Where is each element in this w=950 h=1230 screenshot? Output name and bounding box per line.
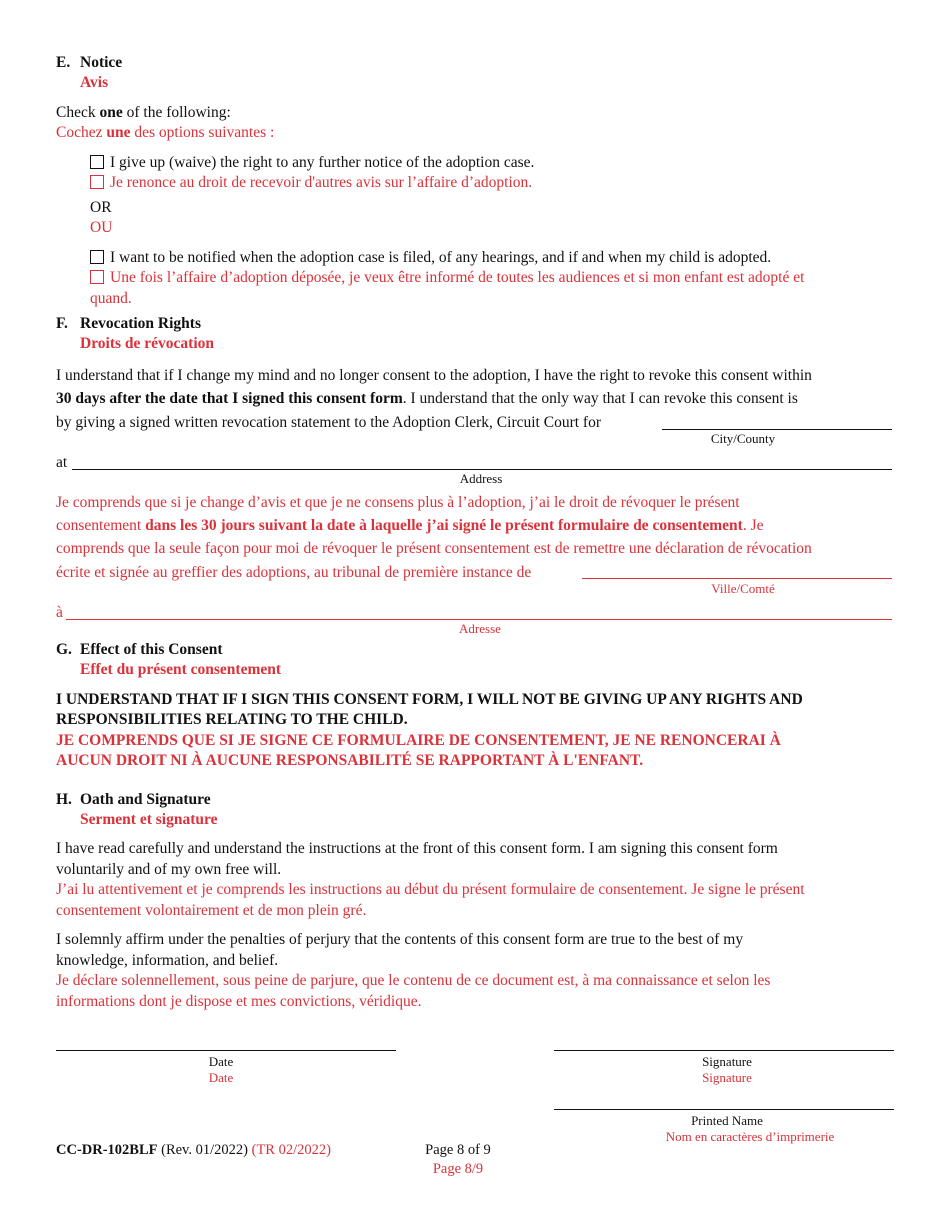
effect-statement-line1: I UNDERSTAND THAT IF I SIGN THIS CONSENT FORM, I WILL NOT BE GIVING UP ANY RIGHTS AND (56, 691, 803, 708)
notify-option-fr-line2: quand. (90, 290, 132, 307)
revocation-paragraph-fr-line2: consentement dans les 30 jours suivant la date à laquelle j’ai signé le présent formulaire de consentement. Je (56, 517, 764, 534)
section-e-instruction: Check one of the following: (56, 104, 231, 121)
form-id: CC-DR-102BLF (Rev. 01/2022) (TR 02/2022) (56, 1142, 331, 1158)
section-g-heading-fr: Effet du présent consentement (80, 661, 282, 678)
date-field[interactable] (56, 1050, 396, 1051)
or-separator-fr: OU (90, 219, 113, 236)
oath-paragraph1-line1: I have read carefully and understand the instructions at the front of this consent form. I am signing this consent form (56, 840, 778, 857)
revocation-paragraph-line2: 30 days after the date that I signed this consent form. I understand that the only way that I can revoke this consent is (56, 390, 798, 407)
or-separator: OR (90, 199, 112, 216)
revocation-paragraph-line3: by giving a signed written revocation statement to the Adoption Clerk, Circuit Court for (56, 414, 601, 431)
adresse-label: Adresse (459, 621, 501, 636)
waive-notice-checkbox[interactable] (90, 155, 104, 169)
date-label-fr: Date (208, 1070, 234, 1085)
address-label: Address (459, 471, 503, 486)
effect-statement-fr-line1: JE COMPRENDS QUE SI JE SIGNE CE FORMULAIRE DE CONSENTEMENT, JE NE RENONCERAI À (56, 732, 781, 749)
oath-paragraph2-fr-line2: informations dont je dispose et mes convictions, véridique. (56, 993, 422, 1010)
address-field[interactable] (72, 469, 892, 470)
revocation-paragraph-line1: I understand that if I change my mind and no longer consent to the adoption, I have the right to revoke this consent within (56, 367, 812, 384)
waive-notice-option: I give up (waive) the right to any further notice of the adoption case. (90, 152, 534, 173)
notify-checkbox[interactable] (90, 250, 104, 264)
section-f-heading-fr: Droits de révocation (80, 335, 215, 352)
section-f-heading: F. Revocation Rights (56, 315, 201, 332)
printed-name-field[interactable] (554, 1109, 894, 1110)
city-county-label: City/County (710, 431, 776, 446)
revocation-paragraph-fr-line3: comprends que la seule façon pour moi de révoquer le présent consentement est de remettre une déclaration de révocation (56, 540, 812, 557)
oath-paragraph1-line2: voluntarily and of my own free will. (56, 861, 282, 878)
notify-option: I want to be notified when the adoption case is filed, of any hearings, and if and when my child is adopted. (90, 247, 771, 268)
waive-notice-option-fr: Je renonce au droit de recevoir d'autres avis sur l’affaire d’adoption. (90, 172, 532, 193)
oath-paragraph2-line1: I solemnly affirm under the penalties of perjury that the contents of this consent form are true to the best of my (56, 931, 744, 948)
oath-paragraph1-fr-line1: J’ai lu attentivement et je comprends les instructions au début du présent formulaire de consentement. Je signe le présent (56, 881, 805, 898)
section-h-heading: H. Oath and Signature (56, 791, 211, 808)
section-g-heading: G. Effect of this Consent (56, 641, 223, 658)
section-e-heading-fr: Avis (80, 74, 109, 91)
a-label: à (56, 604, 63, 621)
page-number: Page 8 of 9 (425, 1142, 491, 1158)
signature-field[interactable] (554, 1050, 894, 1051)
adresse-field[interactable] (66, 619, 892, 620)
printed-name-label-fr: Nom en caractères d’imprimerie (665, 1129, 835, 1144)
page-number-fr: Page 8/9 (432, 1161, 484, 1177)
ville-comte-field[interactable] (582, 578, 892, 579)
oath-paragraph1-fr-line2: consentement volontairement et de mon plein gré. (56, 902, 367, 919)
date-label: Date (208, 1054, 234, 1069)
revocation-paragraph-fr-line1: Je comprends que si je change d’avis et que je ne consens plus à l’adoption, j’ai le droit de révoquer le présent (56, 494, 740, 511)
notify-checkbox-fr[interactable] (90, 270, 104, 284)
revocation-paragraph-fr-line4: écrite et signée au greffier des adoptions, au tribunal de première instance de (56, 564, 532, 581)
section-e-heading: E. Notice (56, 54, 123, 71)
ville-comte-label: Ville/Comté (711, 581, 775, 596)
oath-paragraph2-fr-line1: Je déclare solennellement, sous peine de parjure, que le contenu de ce document est, à ma connaissance et selon les (56, 972, 771, 989)
section-e-instruction-fr: Cochez une des options suivantes : (56, 124, 275, 141)
city-county-field[interactable] (662, 429, 892, 430)
printed-name-label: Printed Name (691, 1113, 763, 1128)
signature-label: Signature (702, 1054, 752, 1069)
oath-paragraph2-line2: knowledge, information, and belief. (56, 952, 279, 969)
waive-notice-checkbox-fr[interactable] (90, 175, 104, 189)
effect-statement-line2: RESPONSIBILITIES RELATING TO THE CHILD. (56, 711, 408, 728)
at-label: at (56, 454, 68, 471)
notify-option-fr: Une fois l’affaire d’adoption déposée, je veux être informé de toutes les audiences et si mon enfant est adopté et (90, 267, 804, 288)
section-h-heading-fr: Serment et signature (80, 811, 218, 828)
effect-statement-fr-line2: AUCUN DROIT NI À AUCUNE RESPONSABILITÉ SE RAPPORTANT À L'ENFANT. (56, 752, 644, 769)
signature-label-fr: Signature (702, 1070, 752, 1085)
